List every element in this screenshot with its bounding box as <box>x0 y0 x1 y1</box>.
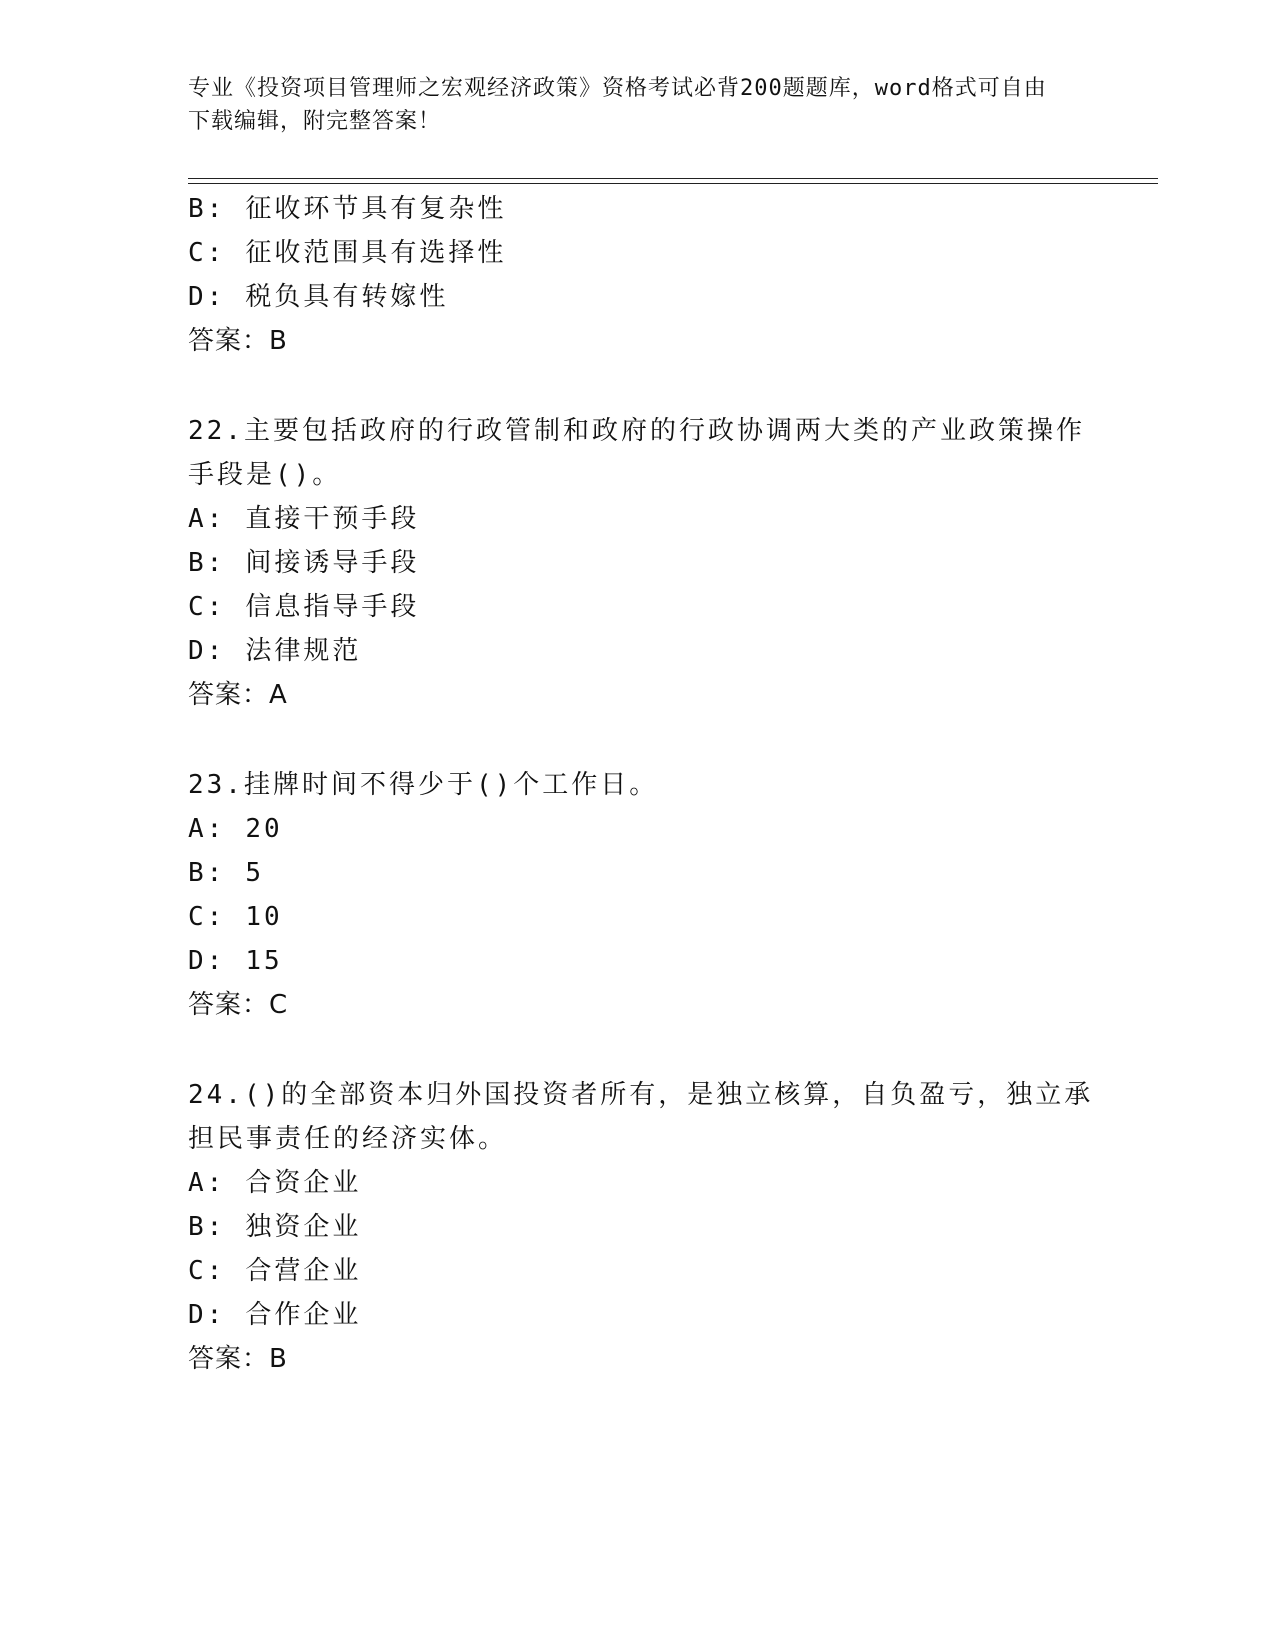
option-text: 税负具有转嫁性 <box>245 282 449 312</box>
option-c <box>188 900 283 934</box>
option-letter: C: <box>188 238 226 268</box>
answer-line: 答案：C <box>188 990 289 1020</box>
option-a <box>188 812 283 846</box>
option-text: 征收环节具有复杂性 <box>245 194 507 224</box>
option-text: 合资企业 <box>245 1168 362 1198</box>
option-text: 合营企业 <box>245 1256 362 1286</box>
option-letter: D: <box>188 636 226 666</box>
option-text: 信息指导手段 <box>245 592 420 622</box>
option-text: 15 <box>245 946 283 976</box>
option-text: 间接诱导手段 <box>245 548 420 578</box>
option-b <box>188 192 506 226</box>
option-letter: A: <box>188 1168 226 1198</box>
option-letter: C: <box>188 902 226 932</box>
header-divider-top <box>188 178 1158 179</box>
option-d <box>188 280 448 314</box>
option-text: 5 <box>245 858 264 888</box>
option-a <box>188 502 419 536</box>
option-letter: B: <box>188 194 226 224</box>
option-c <box>188 236 506 270</box>
answer-line: 答案：B <box>188 326 288 356</box>
option-b <box>188 1210 361 1244</box>
option-letter: D: <box>188 282 226 312</box>
header-divider-bottom <box>188 183 1158 184</box>
option-c <box>188 590 419 624</box>
option-letter: C: <box>188 1256 226 1286</box>
option-c <box>188 1254 361 1288</box>
option-text: 征收范围具有选择性 <box>245 238 507 268</box>
option-d <box>188 634 361 668</box>
option-text: 法律规范 <box>245 636 362 666</box>
option-text: 合作企业 <box>245 1300 362 1330</box>
question-stem-continued: 手段是()。 <box>188 460 342 490</box>
question-stem: 23.挂牌时间不得少于()个工作日。 <box>188 770 659 800</box>
answer-line: 答案：B <box>188 1344 288 1374</box>
option-letter: B: <box>188 548 226 578</box>
option-d <box>188 944 283 978</box>
option-d <box>188 1298 361 1332</box>
option-letter: C: <box>188 592 226 622</box>
option-letter: B: <box>188 1212 226 1242</box>
option-letter: A: <box>188 504 226 534</box>
question-stem: 22.主要包括政府的行政管制和政府的行政协调两大类的产业政策操作 <box>188 416 1085 446</box>
option-letter: D: <box>188 946 226 976</box>
option-letter: D: <box>188 1300 226 1330</box>
option-text: 20 <box>245 814 283 844</box>
option-letter: B: <box>188 858 226 888</box>
document-header: 专业《投资项目管理师之宏观经济政策》资格考试必背200题题库，word格式可自由下载编辑，附完整答案！ <box>188 76 1047 134</box>
question-stem-continued: 担民事责任的经济实体。 <box>188 1124 508 1154</box>
option-b <box>188 856 264 890</box>
option-b <box>188 546 419 580</box>
option-text: 直接干预手段 <box>245 504 420 534</box>
option-text: 10 <box>245 902 283 932</box>
question-stem: 24.()的全部资本归外国投资者所有，是独立核算，自负盈亏，独立承 <box>188 1080 1094 1110</box>
option-letter: A: <box>188 814 226 844</box>
option-text: 独资企业 <box>245 1212 362 1242</box>
answer-line: 答案：A <box>188 680 288 710</box>
option-a <box>188 1166 361 1200</box>
